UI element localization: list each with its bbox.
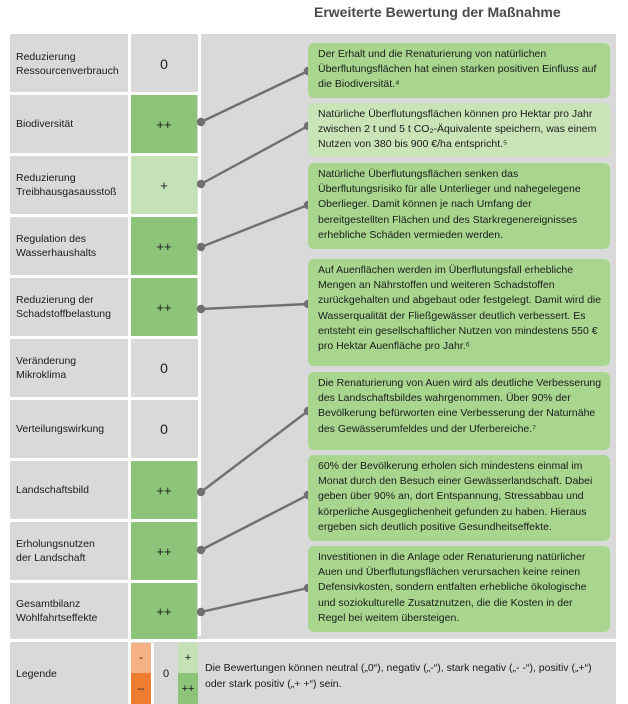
page-title: Erweiterte Bewertung der Maßnahme [314,4,561,20]
connector-line [201,205,308,247]
explanation-box-schadstoff: Auf Auenflächen werden im Überflutungsfall erhebliche Mengen an Nährstoffen und weiteren Schadstoffen zurückgehalten und abgebaut oder festgelegt. Damit wird die Wasserqualität der Fließgewässer deutlich verbessert. Es entsteht ein gesellschaftlicher Nutzen von mindestens 550 € pro Hektar Auenfläche pro Jahr.⁶ [308,259,610,366]
row-label-gesamtbilanz: Gesamtbilanz Wohlfahrtseffekte [16,598,98,624]
rating-wasserhaushalt: ++ [131,217,197,275]
connector-dot [198,181,204,187]
connector-dot [198,609,204,615]
explanation-box-gesamtbilanz: Investitionen in die Anlage oder Renaturierung natürlicher Auen und Überflutungsflächen verursachen keine reinen Defensivkosten, sondern entfalten erhebliche ökologische und soziokulturelle Zusatznutzen, die die Kosten in der Regel bei weitem übersteigen. [308,546,610,632]
legend-negative: - [131,643,151,673]
legend-text: Die Bewertungen können neutral („0“), negativ („-“), stark negativ („- -“), positiv („+“) oder stark positiv („+ +“) sein. [205,662,592,690]
legend-strong-positive: ++ [178,673,198,704]
row-label-landschaftsbild: Landschaftsbild [16,484,89,496]
legend-strong-negative: -- [131,673,151,704]
connector-dot [198,547,204,553]
connector-dot [198,306,204,312]
row-label-verteilung: Verteilungswirkung [16,423,105,435]
connector-dot [198,489,204,495]
row-label-biodiversitaet: Biodiversität [16,118,74,130]
connector-dot [198,244,204,250]
connector-dot [198,119,204,125]
connector-line [201,71,308,122]
explanation-box-wasserhaushalt: Natürliche Überflutungsflächen senken das Überflutungsrisiko für alle Unterlieger und nahegelegene Oberlieger. Damit können je nach Umfang der bereitgestellten Flächen und des Starkregenereignisses erhebliche Schäden vermieden werden. [308,163,610,249]
rating-mikroklima: 0 [131,339,197,397]
explanation-box-treibhausgas: Natürliche Überflutungsflächen können pro Hektar pro Jahr zwischen 2 t und 5 t CO₂-Äquivalente speichern, was einem Nutzen von 380 bis 900 €/ha entspricht.⁵ [308,103,610,157]
connector-line [201,588,308,612]
legend-label: Legende [16,668,57,680]
row-label-schadstoff: Reduzierung der Schadstoffbelastung [16,294,111,320]
explanation-box-landschaftsbild: Die Renaturierung von Auen wird als deutliche Verbesserung des Landschaftsbildes wahrgenommen. Über 90% der Bevölkerung befürworten eine Verbesserung der Naturnähe des Gewässerumfeldes und der Uferbereiche.⁷ [308,372,610,450]
connector-line [201,411,308,492]
row-label-erholung: Erholungsnutzen der Landschaft [16,538,95,564]
rating-verteilung: 0 [131,400,197,458]
explanation-box-erholung: 60% der Bevölkerung erholen sich mindestens einmal im Monat durch den Besuch einer Gewässerlandschaft. Dabei geben über 90% an, dort Entspannung, Stressabbau und körperliche Ausgeglichenheit gefunden zu haben. Hieraus ergeben sich deutlich positive Gesundheitseffekte. [308,455,610,541]
rating-erholung: ++ [131,522,197,580]
rating-schadstoff: ++ [131,278,197,336]
connector-line [201,304,308,309]
row-label-ressourcenverbrauch: Reduzierung Ressourcenverbrauch [16,50,119,77]
legend-positive: + [178,643,198,673]
rating-landschaftsbild: ++ [131,461,197,519]
explanation-box-biodiversitaet: Der Erhalt und die Renaturierung von natürlichen Überflutungsflächen hat einen starken positiven Einfluss auf die Biodiversität.⁴ [308,43,610,98]
row-label-mikroklima: Veränderung Mikroklima [16,355,77,381]
rating-treibhausgas: + [131,156,197,214]
connector-line [201,126,308,184]
row-label-treibhausgas: Reduzierung Treibhausgasausstoß [16,172,117,198]
legend-neutral: 0 [154,643,178,704]
row-label-wasserhaushalt: Regulation des Wasserhaushalts [16,233,97,259]
rating-biodiversitaet: ++ [131,95,197,153]
rating-ressourcenverbrauch: 0 [131,36,197,91]
connector-line [201,495,308,550]
rating-gesamtbilanz: ++ [131,583,197,639]
